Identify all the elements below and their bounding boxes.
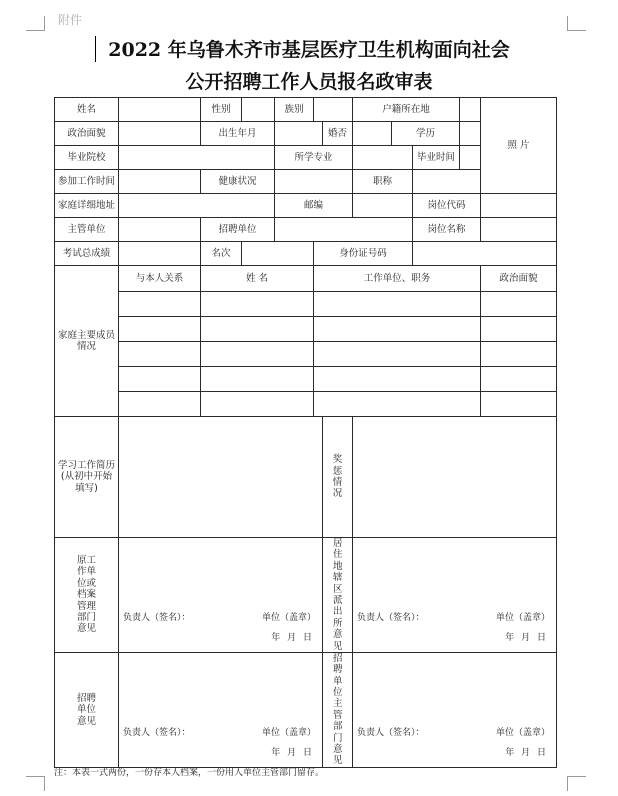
family-cell[interactable] <box>201 392 314 417</box>
family-cell[interactable] <box>201 292 314 317</box>
family-header-political-status: 政治面貌 <box>481 266 557 292</box>
input-name[interactable] <box>119 98 201 122</box>
date-label: 年 月 日 <box>505 633 548 644</box>
unit-seal-label: 单位（盖章） <box>495 613 550 624</box>
corner-mark-top-left <box>26 16 45 31</box>
corner-mark-bottom-right <box>567 776 586 791</box>
label-supervising-dept-opinion: 招聘单位主管部门意见 <box>323 652 353 767</box>
label-gender: 性别 <box>201 98 242 122</box>
family-header-work-unit: 工作单位、职务 <box>314 266 481 292</box>
label-study-work-history: 学习工作简历(从初中开始填写) <box>55 417 119 538</box>
input-married[interactable] <box>353 122 392 146</box>
label-rank: 名次 <box>201 242 242 266</box>
label-birth-date: 出生年月 <box>201 122 275 146</box>
label-major: 所学专业 <box>275 146 353 170</box>
label-position-code: 岗位代码 <box>413 194 481 218</box>
label-home-address: 家庭详细地址 <box>55 194 119 218</box>
registration-form-table <box>54 97 557 768</box>
family-cell[interactable] <box>119 317 201 342</box>
family-cell[interactable] <box>119 292 201 317</box>
label-rewards-punishments: 奖惩情况 <box>323 417 353 538</box>
label-professional-title: 职称 <box>353 170 413 194</box>
label-graduation-time: 毕业时间 <box>413 146 460 170</box>
unit-seal-label: 单位（盖章） <box>261 728 316 739</box>
input-political-status[interactable] <box>119 122 201 146</box>
input-health-status[interactable] <box>275 170 353 194</box>
family-cell[interactable] <box>314 292 481 317</box>
label-work-start-time: 参加工作时间 <box>55 170 119 194</box>
label-family-members: 家庭主要成员情况 <box>55 266 119 417</box>
input-graduate-school[interactable] <box>119 146 275 170</box>
label-name: 姓名 <box>55 98 119 122</box>
label-postcode: 邮编 <box>275 194 353 218</box>
input-gender[interactable] <box>242 98 275 122</box>
input-exam-score[interactable] <box>119 242 201 266</box>
footnote: 注：本表一式两份，一份存本人档案，一份用人单位主管部门留存。 <box>54 768 325 778</box>
input-supervising-unit[interactable] <box>119 218 201 242</box>
family-cell[interactable] <box>481 392 557 417</box>
label-health-status: 健康状况 <box>201 170 275 194</box>
input-rank[interactable] <box>242 242 314 266</box>
label-political-status: 政治面貌 <box>55 122 119 146</box>
supervising-dept-signature-area[interactable] <box>353 652 557 767</box>
label-ethnicity: 族别 <box>275 98 314 122</box>
responsible-signature-label: 负责人（签名）： <box>357 728 425 739</box>
input-ethnicity[interactable] <box>314 98 353 122</box>
unit-seal-label: 单位（盖章） <box>261 613 316 624</box>
family-cell[interactable] <box>481 367 557 392</box>
input-recruiting-unit[interactable] <box>275 218 413 242</box>
photo-box[interactable]: 照 片 <box>481 98 557 194</box>
family-cell[interactable] <box>481 292 557 317</box>
input-major[interactable] <box>353 146 413 170</box>
family-cell[interactable] <box>119 342 201 367</box>
date-label: 年 月 日 <box>505 748 548 759</box>
corner-mark-top-right <box>567 16 586 31</box>
responsible-signature-label: 负责人（签名）： <box>123 728 191 739</box>
input-position-name[interactable] <box>481 218 557 242</box>
input-professional-title[interactable] <box>413 170 481 194</box>
input-home-address[interactable] <box>119 194 275 218</box>
unit-seal-label: 单位（盖章） <box>495 728 550 739</box>
label-id-number: 身份证号码 <box>314 242 413 266</box>
family-cell[interactable] <box>119 392 201 417</box>
label-recruiting-unit-opinion: 招聘单位意见 <box>55 652 119 767</box>
police-station-signature-area[interactable] <box>353 538 557 653</box>
input-study-work-history[interactable] <box>119 417 323 538</box>
label-graduate-school: 毕业院校 <box>55 146 119 170</box>
input-position-code[interactable] <box>481 194 557 218</box>
label-recruiting-unit: 招聘单位 <box>201 218 275 242</box>
family-header-name: 姓 名 <box>201 266 314 292</box>
label-married: 婚否 <box>323 122 353 146</box>
label-education: 学历 <box>392 122 460 146</box>
family-cell[interactable] <box>201 317 314 342</box>
family-cell[interactable] <box>314 317 481 342</box>
family-header-relation: 与本人关系 <box>119 266 201 292</box>
input-work-start-time[interactable] <box>119 170 201 194</box>
family-cell[interactable] <box>314 342 481 367</box>
responsible-signature-label: 负责人（签名）： <box>357 613 425 624</box>
input-household-registration[interactable] <box>460 98 481 122</box>
date-label: 年 月 日 <box>271 748 314 759</box>
label-household-registration: 户籍所在地 <box>353 98 460 122</box>
family-cell[interactable] <box>201 367 314 392</box>
family-cell[interactable] <box>119 367 201 392</box>
label-police-station-opinion: 居住地辖区派出所意见 <box>323 538 353 653</box>
input-rewards-punishments[interactable] <box>353 417 557 538</box>
family-cell[interactable] <box>481 317 557 342</box>
recruiting-unit-signature-area[interactable] <box>119 652 323 767</box>
date-label: 年 月 日 <box>271 633 314 644</box>
family-cell[interactable] <box>481 342 557 367</box>
label-supervising-unit: 主管单位 <box>55 218 119 242</box>
responsible-signature-label: 负责人（签名）： <box>123 613 191 624</box>
label-position-name: 岗位名称 <box>413 218 481 242</box>
label-original-unit-opinion: 原工作单位或档案管理部门意见 <box>55 538 119 653</box>
input-birth-date[interactable] <box>275 122 323 146</box>
family-cell[interactable] <box>314 392 481 417</box>
input-education[interactable] <box>460 122 481 146</box>
family-cell[interactable] <box>201 342 314 367</box>
original-unit-signature-area[interactable] <box>119 538 323 653</box>
title-line-2[interactable]: 公开招聘工作人员报名政审表 <box>185 71 433 93</box>
input-postcode[interactable] <box>353 194 413 218</box>
label-exam-score: 考试总成绩 <box>55 242 119 266</box>
corner-mark-bottom-left <box>26 776 45 791</box>
family-cell[interactable] <box>314 367 481 392</box>
attachment-label: 附件 <box>58 13 83 27</box>
input-id-number[interactable] <box>413 242 557 266</box>
title-line-1[interactable]: 2022 年乌鲁木齐市基层医疗卫生机构面向社会 <box>108 39 510 61</box>
